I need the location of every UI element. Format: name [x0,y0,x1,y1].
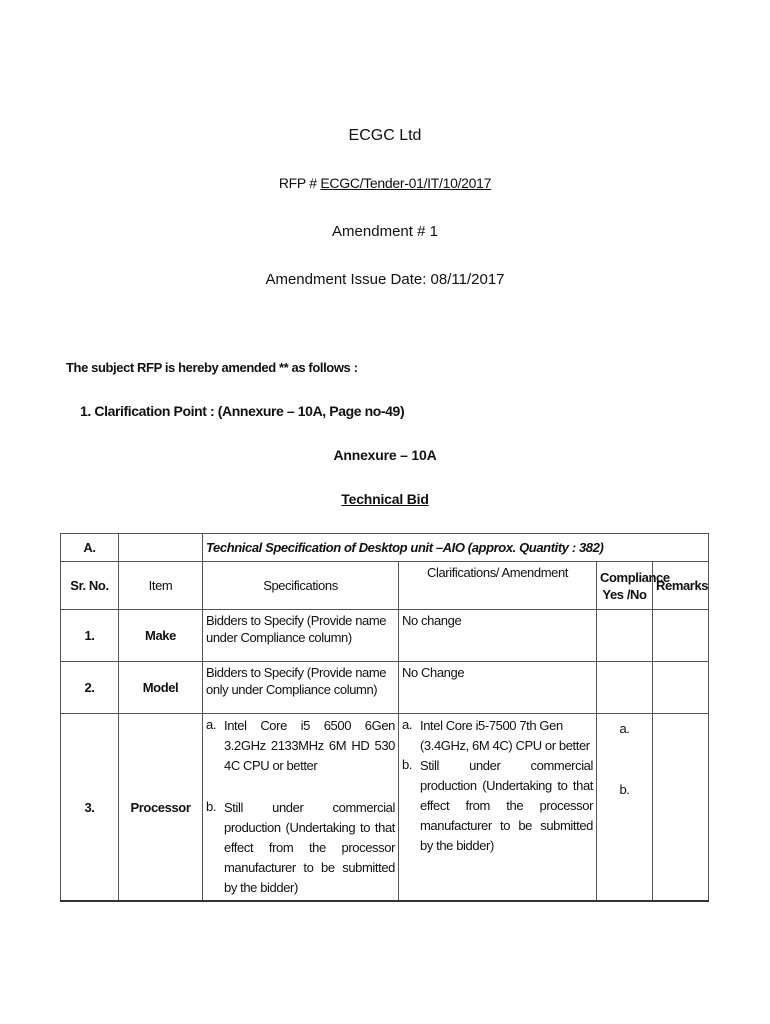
row-remarks [653,662,709,714]
row-spec: Bidders to Specify (Provide name under Compliance column) [203,610,399,662]
header-remarks: Remarks [653,562,709,610]
row-compliance [597,610,653,662]
header-clarifications: Clarifications/ Amendment [399,562,597,610]
amendment-issue-date: Amendment Issue Date: 08/11/2017 [265,271,505,288]
clar-item-b [402,756,593,856]
header-sr-no: Sr. No. [61,562,119,610]
row-clarification: No change [399,610,597,662]
clar-item-a [402,716,593,756]
header-compliance-line2: Yes /No [602,586,647,602]
row-spec: Bidders to Specify (Provide name only under Compliance column) [203,662,399,714]
section-spacer [119,534,203,562]
row-clarification: No Change [399,662,597,714]
clar-item-b-text: Still under commercial production (Undertaking to that effect from the processor manufacturer to be submitted by the bidder) [420,758,593,853]
spec-item-a [206,716,395,776]
table-row [61,714,709,902]
row-remarks [653,714,709,902]
table-row [61,610,709,662]
row-item: Processor [119,714,203,902]
section-row [61,534,709,562]
rfp-prefix: RFP # [278,175,321,191]
spec-item-a-text: Intel Core i5 6500 6Gen 3.2GHz 2133MHz 6M HD 530 4C CPU or better [224,718,395,773]
header-specifications: Specifications [203,562,399,610]
compliance-b: b. [619,782,630,797]
annexure-heading: Annexure – 10A [333,447,437,463]
spec-item-b-marker: b. [206,799,217,814]
row-clarification [399,714,597,902]
amendment-number: Amendment # 1 [332,223,438,240]
header-row [61,562,709,610]
header-compliance-line1: Compliance [600,569,670,585]
row-remarks [653,610,709,662]
clar-item-a-marker: a. [402,717,413,732]
company-title: ECGC Ltd [348,127,422,144]
section-heading: Technical Specification of Desktop unit –AIO (approx. Quantity : 382) [203,534,709,562]
row-item: Model [119,662,203,714]
technical-spec-table [60,533,709,902]
clar-item-a-text: Intel Core i5-7500 7th Gen (3.4GHz, 6M 4C) CPU or better [420,718,590,753]
clarification-point-heading: 1. Clarification Point : (Annexure – 10A, Page no-49) [80,403,405,419]
spec-item-b-text: Still under commercial production (Undertaking to that effect from the processor manufacturer to be submitted by the bidder) [224,800,395,895]
row-sr: 1. [61,610,119,662]
technical-bid-heading: Technical Bid [341,491,429,507]
intro-text: The subject RFP is hereby amended ** as follows : [66,360,358,375]
header-item: Item [119,562,203,610]
section-letter: A. [61,534,119,562]
table-row [61,662,709,714]
spec-item-b [206,798,395,898]
clar-item-b-marker: b. [402,757,413,772]
row-compliance [597,662,653,714]
rfp-line [0,175,770,191]
header-compliance [597,562,670,610]
row-sr: 2. [61,662,119,714]
spec-item-a-marker: a. [206,717,217,732]
row-item: Make [119,610,203,662]
row-sr: 3. [61,714,119,902]
row-compliance [597,714,653,902]
rfp-number: ECGC/Tender-01/IT/10/2017 [320,175,492,191]
compliance-a: a. [619,721,630,736]
row-spec [203,714,399,902]
